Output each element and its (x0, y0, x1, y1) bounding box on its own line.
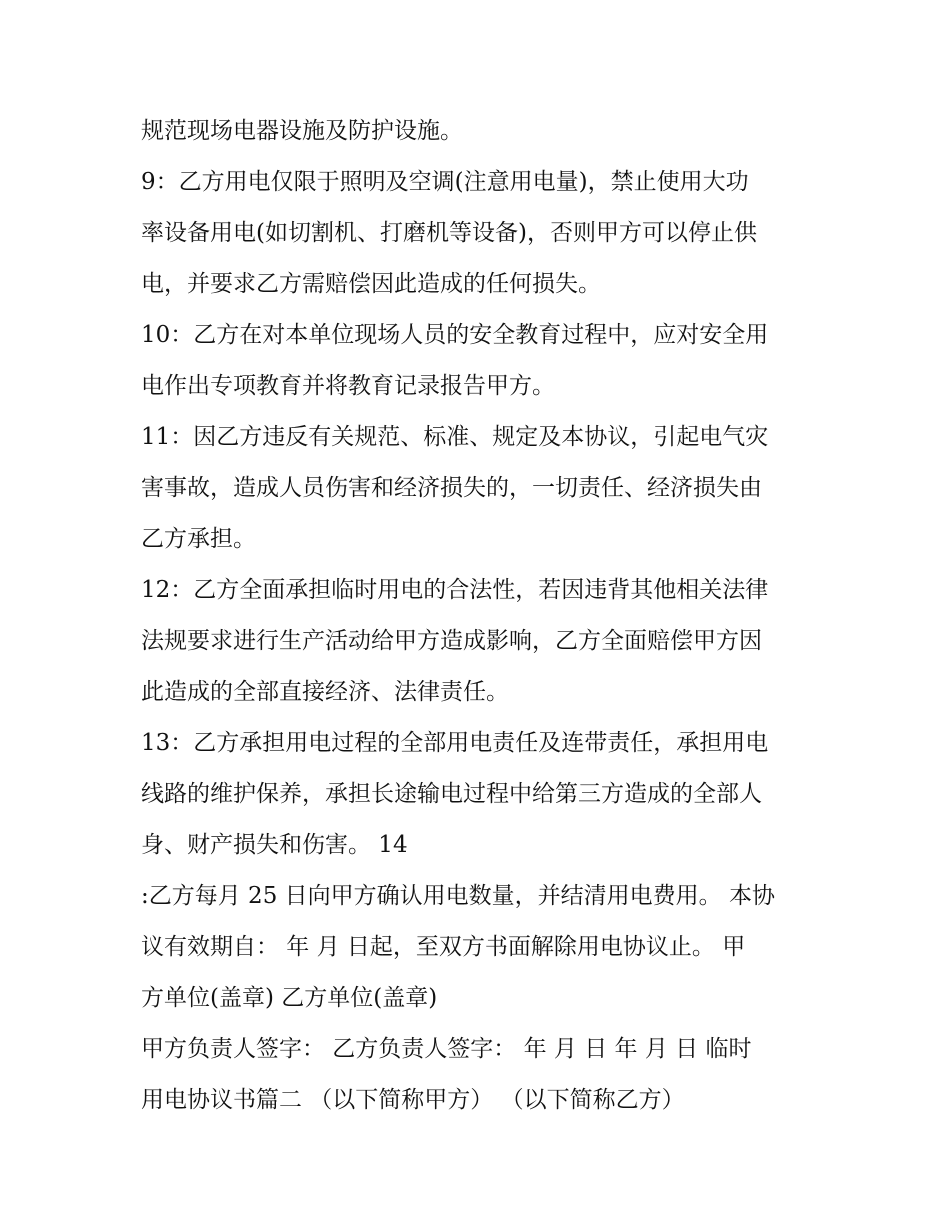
text-line: 法规要求进行生产活动给甲方造成影响，乙方全面赔偿甲方因 (141, 628, 762, 654)
text-line: 害事故，造成人员伤害和经济损失的，一切责任、经济损失由 (141, 475, 762, 501)
text-line: 13：乙方承担用电过程的全部用电责任及连带责任，承担用电 (141, 730, 769, 756)
text-line: 12：乙方全面承担临时用电的合法性，若因违背其他相关法律 (141, 577, 769, 603)
text-line: 身、财产损失和伤害。 14 (141, 832, 408, 858)
text-line: 10：乙方在对本单位现场人员的安全教育过程中，应对安全用 (141, 322, 769, 348)
text-line: 率设备用电(如切割机、打磨机等设备)，否则甲方可以停止供 (141, 220, 757, 246)
text-line: 方单位(盖章) 乙方单位(盖章) (141, 985, 438, 1011)
text-line: :乙方每月 25 日向甲方确认用电数量，并结清用电费用。 本协 (141, 883, 775, 909)
text-line: 此造成的全部直接经济、法律责任。 (141, 679, 509, 705)
text-line: 用电协议书篇二 （以下简称甲方） （以下简称乙方） (141, 1087, 685, 1113)
text-line: 甲方负责人签字： 乙方负责人签字： 年 月 日 年 月 日 临时 (141, 1036, 752, 1062)
text-line: 电作出专项教育并将教育记录报告甲方。 (141, 373, 555, 399)
text-line: 议有效期自： 年 月 日起，至双方书面解除用电协议止。 甲 (141, 934, 746, 960)
document-body (141, 106, 821, 1126)
text-line: 11：因乙方违反有关规范、标准、规定及本协议，引起电气灾 (141, 424, 769, 450)
text-line: 规范现场电器设施及防护设施。 (141, 118, 463, 144)
text-line: 9：乙方用电仅限于照明及空调(注意用电量)，禁止使用大功 (141, 169, 749, 195)
text-line: 线路的维护保养，承担长途输电过程中给第三方造成的全部人 (141, 781, 762, 807)
text-line: 电，并要求乙方需赔偿因此造成的任何损失。 (141, 271, 601, 297)
text-line: 乙方承担。 (141, 526, 256, 552)
